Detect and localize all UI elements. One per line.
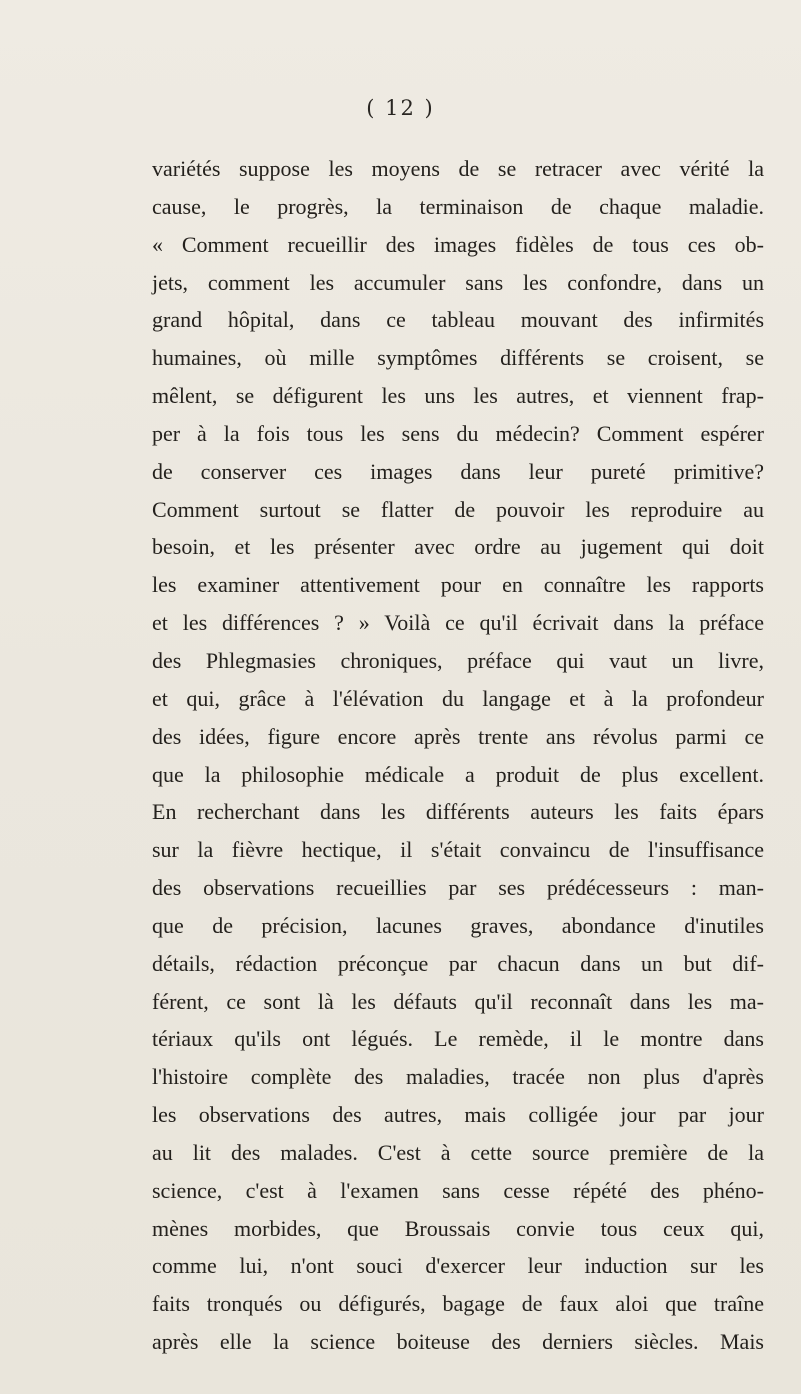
text-line: tériaux qu'ils ont légués. Le remède, il le montre dans (152, 1026, 764, 1052)
text-line: et qui, grâce à l'élévation du langage et à la profondeur (152, 685, 764, 711)
text-line: sur la fièvre hectique, il s'était convaincu de l'insuffisance (152, 837, 764, 863)
text-line: l'histoire complète des maladies, tracée non plus d'après (152, 1064, 764, 1090)
text-line: des observations recueillies par ses prédécesseurs : man- (152, 875, 764, 901)
text-line: jets, comment les accumuler sans les confondre, dans un (152, 269, 764, 295)
text-line: que la philosophie médicale a produit de plus excellent. (152, 761, 764, 787)
text-line: de conserver ces images dans leur pureté primitive? (152, 458, 764, 484)
text-line: des Phlegmasies chroniques, préface qui vaut un livre, (152, 647, 764, 673)
body-text (152, 150, 764, 1361)
text-line: besoin, et les présenter avec ordre au jugement qui doit (152, 534, 764, 560)
text-line: science, c'est à l'examen sans cesse répété des phéno- (152, 1177, 764, 1203)
text-line: En recherchant dans les différents auteurs les faits épars (152, 799, 764, 825)
text-line: mêlent, se défigurent les uns les autres, et viennent frap- (152, 383, 764, 409)
text-line: et les différences ? » Voilà ce qu'il écrivait dans la préface (152, 610, 764, 636)
text-line: comme lui, n'ont souci d'exercer leur induction sur les (152, 1253, 764, 1279)
text-line: férent, ce sont là les défauts qu'il reconnaît dans les ma- (152, 988, 764, 1014)
text-line: humaines, où mille symptômes différents se croisent, se (152, 345, 764, 371)
text-line: variétés suppose les moyens de se retracer avec vérité la (152, 156, 764, 181)
text-line: grand hôpital, dans ce tableau mouvant des infirmités (152, 307, 764, 333)
text-line: cause, le progrès, la terminaison de chaque maladie. (152, 193, 764, 219)
text-line: Comment surtout se flatter de pouvoir les reproduire au (152, 496, 764, 522)
text-line: per à la fois tous les sens du médecin? Comment espérer (152, 420, 764, 446)
text-line: mènes morbides, que Broussais convie tous ceux qui, (152, 1215, 764, 1241)
text-line: les examiner attentivement pour en connaître les rapports (152, 572, 764, 598)
text-line: faits tronqués ou défigurés, bagage de faux aloi que traîne (152, 1291, 764, 1317)
text-line: au lit des malades. C'est à cette source première de la (152, 1139, 764, 1165)
text-line: détails, rédaction préconçue par chacun dans un but dif- (152, 950, 764, 976)
text-line: « Comment recueillir des images fidèles de tous ces ob- (152, 231, 764, 257)
text-line: les observations des autres, mais colligée jour par jour (152, 1102, 764, 1128)
text-line: des idées, figure encore après trente ans révolus parmi ce (152, 723, 764, 749)
text-line: après elle la science boiteuse des derniers siècles. Mais (152, 1329, 764, 1355)
page-number: ( 12 ) (366, 96, 435, 120)
text-line: que de précision, lacunes graves, abondance d'inutiles (152, 912, 764, 938)
